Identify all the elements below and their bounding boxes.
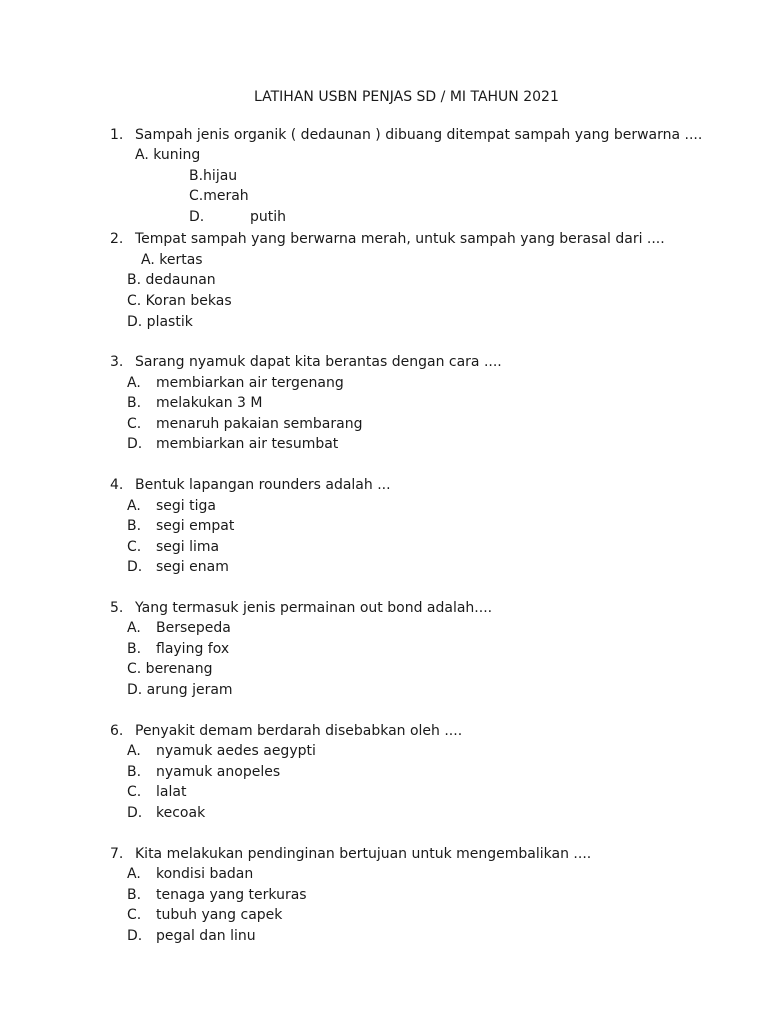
- question-text: Sampah jenis organik ( dedaunan ) dibuang ditempat sampah yang berwarna ....: [135, 127, 703, 143]
- option: flaying fox: [156, 641, 230, 657]
- document-title: LATIHAN USBN PENJAS SD / MI TAHUN 2021: [254, 89, 559, 105]
- option-letter: A.: [127, 375, 141, 391]
- option: B.hijau: [189, 168, 238, 184]
- option: D. plastik: [127, 314, 193, 330]
- option: C. Koran bekas: [127, 293, 232, 309]
- option-letter: B.: [127, 887, 142, 903]
- option: C. berenang: [127, 661, 213, 677]
- option-letter: C.: [127, 784, 142, 800]
- option: C.merah: [189, 188, 249, 204]
- option: D.: [189, 209, 205, 225]
- option: kecoak: [156, 805, 206, 821]
- question-text: Sarang nyamuk dapat kita berantas dengan cara ....: [135, 354, 502, 370]
- question-number: 6.: [110, 723, 124, 739]
- option: A. kertas: [141, 252, 203, 268]
- question-number: 1.: [110, 127, 124, 143]
- question-text: Kita melakukan pendinginan bertujuan untuk mengembalikan ....: [135, 846, 592, 862]
- option-letter: A.: [127, 620, 141, 636]
- question-number: 4.: [110, 477, 124, 493]
- option-letter: B.: [127, 764, 142, 780]
- option: lalat: [156, 784, 187, 800]
- option-letter: D.: [127, 805, 143, 821]
- option-letter: D.: [127, 559, 143, 575]
- option: menaruh pakaian sembarang: [156, 416, 363, 432]
- question-text: Yang termasuk jenis permainan out bond adalah....: [135, 600, 493, 616]
- option: segi empat: [156, 518, 235, 534]
- option-letter: C.: [127, 907, 142, 923]
- option-letter: A.: [127, 498, 141, 514]
- option: tubuh yang capek: [156, 907, 283, 923]
- option-letter: A.: [127, 743, 141, 759]
- option: D. arung jeram: [127, 682, 233, 698]
- option: nyamuk aedes aegypti: [156, 743, 316, 759]
- option: melakukan 3 M: [156, 395, 263, 411]
- option-letter: B.: [127, 518, 142, 534]
- question-text: Penyakit demam berdarah disebabkan oleh ....: [135, 723, 463, 739]
- option: segi lima: [156, 539, 220, 555]
- question-number: 3.: [110, 354, 124, 370]
- option: nyamuk anopeles: [156, 764, 281, 780]
- question-text: Bentuk lapangan rounders adalah ...: [135, 477, 391, 493]
- option-letter: C.: [127, 539, 142, 555]
- question-number: 2.: [110, 231, 124, 247]
- option: pegal dan linu: [156, 928, 256, 944]
- option-letter: D.: [127, 436, 143, 452]
- option-letter: B.: [127, 395, 142, 411]
- option: B. dedaunan: [127, 272, 216, 288]
- question-text: Tempat sampah yang berwarna merah, untuk sampah yang berasal dari ....: [135, 231, 665, 247]
- option: kondisi badan: [156, 866, 254, 882]
- option: tenaga yang terkuras: [156, 887, 307, 903]
- option: putih: [250, 209, 287, 225]
- option: membiarkan air tergenang: [156, 375, 344, 391]
- option: Bersepeda: [156, 620, 231, 636]
- option: segi tiga: [156, 498, 216, 514]
- option: membiarkan air tesumbat: [156, 436, 339, 452]
- option: segi enam: [156, 559, 229, 575]
- option-letter: D.: [127, 928, 143, 944]
- option-letter: A.: [127, 866, 141, 882]
- question-number: 7.: [110, 846, 124, 862]
- question-number: 5.: [110, 600, 124, 616]
- option-letter: C.: [127, 416, 142, 432]
- option: A. kuning: [135, 147, 201, 163]
- option-letter: B.: [127, 641, 142, 657]
